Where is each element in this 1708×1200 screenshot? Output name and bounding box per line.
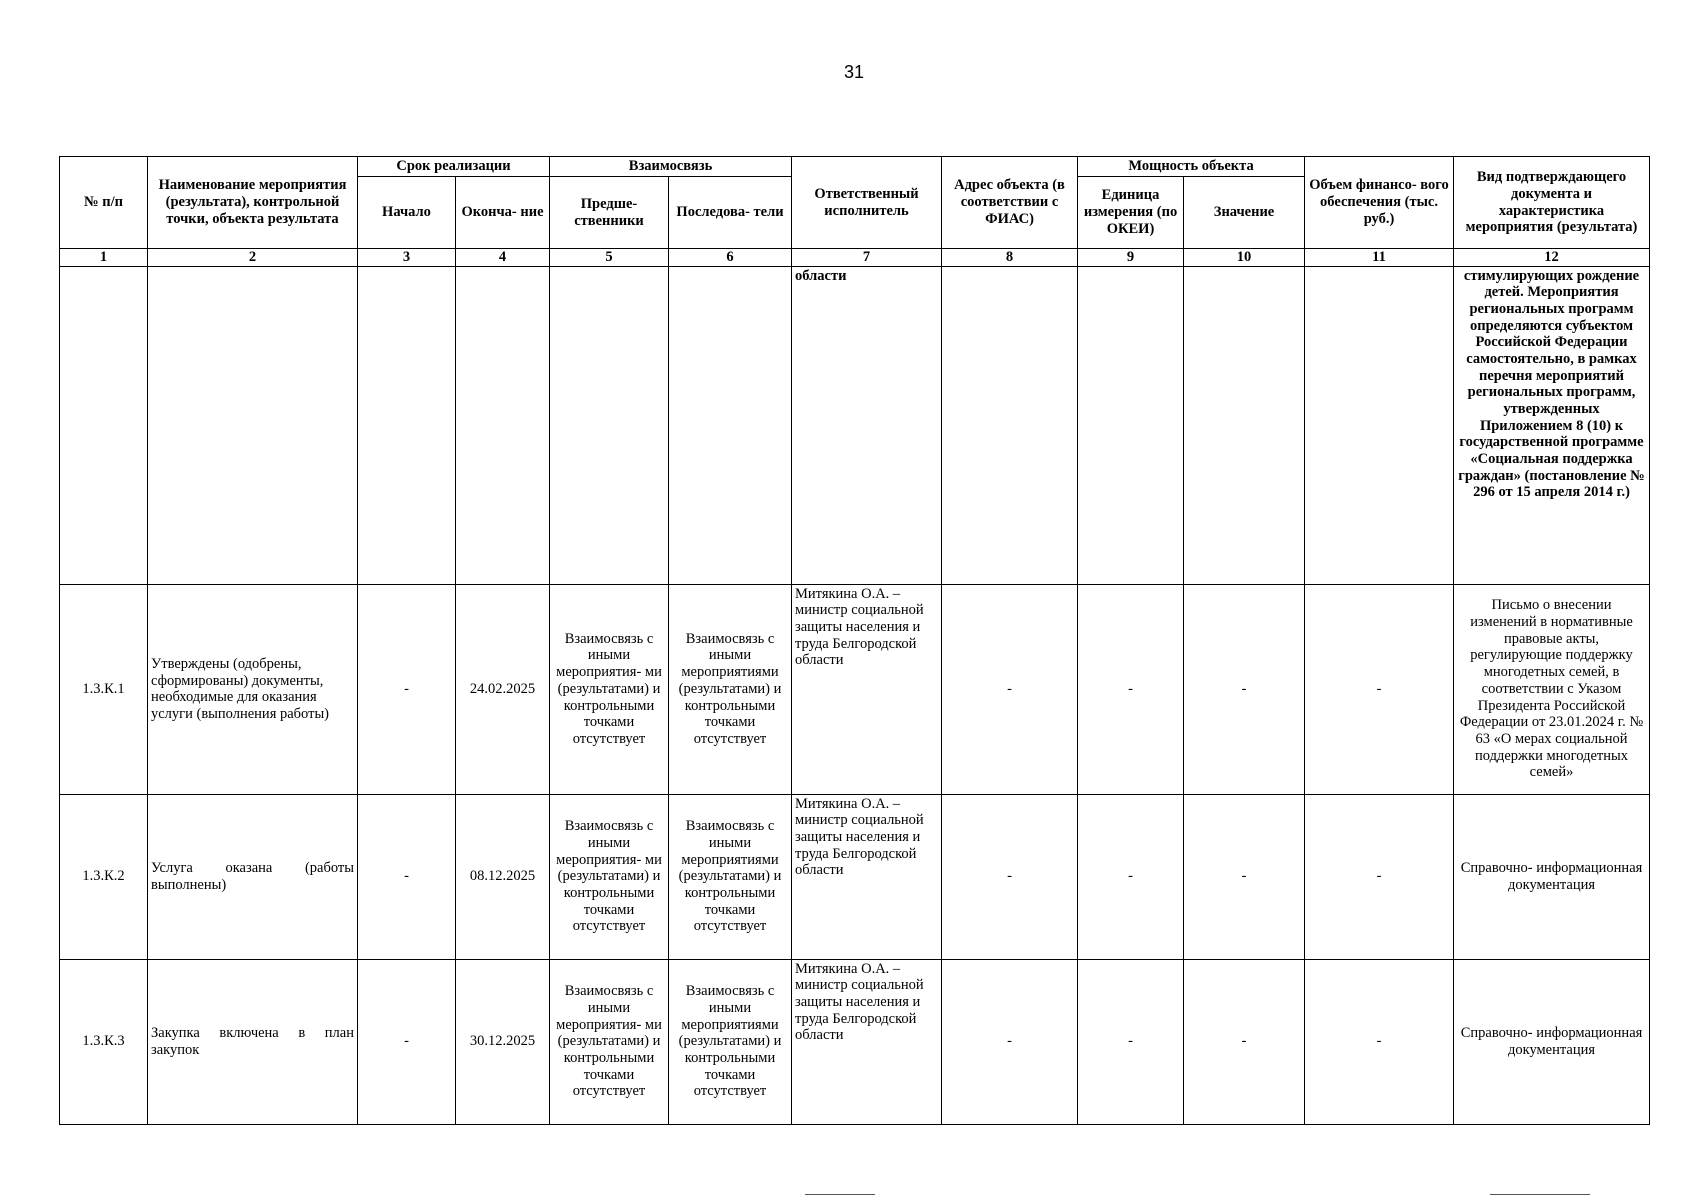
header-pred: Предше- ственники [550, 177, 669, 249]
row-end: 08.12.2025 [456, 794, 550, 959]
row-unit: - [1078, 959, 1184, 1124]
footer-rule [1490, 1194, 1590, 1195]
row-no: 1.3.К.1 [60, 584, 148, 794]
header-resp: Ответственный исполнитель [792, 157, 942, 249]
row-addr: - [942, 794, 1078, 959]
col-number: 5 [550, 249, 669, 267]
row-resp: Митякина О.А. – министр социальной защиты населения и труда Белгородской области [792, 959, 942, 1124]
col-number: 2 [148, 249, 358, 267]
cont-doc: стимулирующих рождение детей. Мероприятия региональных программ определяются субъектом Российской Федерации самостоятельно, в рамках перечня мероприятий региональных программ, утвержденных Приложением 8 (10) к государственной программе «Социальная поддержка граждан» (постановление № 296 от 15 апреля 2014 г.) [1454, 266, 1650, 584]
row-unit: - [1078, 794, 1184, 959]
header-value: Значение [1184, 177, 1305, 249]
header-link: Взаимосвязь [550, 157, 792, 177]
row-addr: - [942, 584, 1078, 794]
header-end: Оконча- ние [456, 177, 550, 249]
col-number: 12 [1454, 249, 1650, 267]
row-end: 24.02.2025 [456, 584, 550, 794]
col-number: 6 [669, 249, 792, 267]
col-number: 7 [792, 249, 942, 267]
page-number: 31 [843, 62, 865, 82]
continuation-row [60, 266, 1650, 584]
header-addr: Адрес объекта (в соответствии с ФИАС) [942, 157, 1078, 249]
row-pred: Взаимосвязь с иными мероприятия- ми (результатами) и контрольными точками отсутствует [550, 794, 669, 959]
row-doc: Справочно- информационная документация [1454, 959, 1650, 1124]
row-start: - [358, 794, 456, 959]
header-name: Наименование мероприятия (результата), контрольной точки, объекта результата [148, 157, 358, 249]
col-number: 11 [1305, 249, 1454, 267]
row-name: Закупка включена в план закупок [148, 959, 358, 1124]
row-value: - [1184, 584, 1305, 794]
header-finance: Объем финансо- вого обеспечения (тыс. руб.) [1305, 157, 1454, 249]
header-doc: Вид подтверждающего документа и характеристика мероприятия (результата) [1454, 157, 1650, 249]
row-resp: Митякина О.А. – министр социальной защиты населения и труда Белгородской области [792, 794, 942, 959]
col-number: 4 [456, 249, 550, 267]
row-no: 1.3.К.3 [60, 959, 148, 1124]
col-number: 9 [1078, 249, 1184, 267]
row-start: - [358, 584, 456, 794]
row-finance: - [1305, 959, 1454, 1124]
row-start: - [358, 959, 456, 1124]
col-number: 1 [60, 249, 148, 267]
column-numbers-row [60, 249, 1650, 267]
row-next: Взаимосвязь с иными мероприятиями (результатами) и контрольными точками отсутствует [669, 794, 792, 959]
header-next: Последова- тели [669, 177, 792, 249]
table-row [60, 959, 1650, 1124]
row-unit: - [1078, 584, 1184, 794]
row-resp: Митякина О.А. – министр социальной защиты населения и труда Белгородской области [792, 584, 942, 794]
footer-rule [805, 1194, 875, 1195]
row-next: Взаимосвязь с иными мероприятиями (результатами) и контрольными точками отсутствует [669, 584, 792, 794]
row-addr: - [942, 959, 1078, 1124]
header-term: Срок реализации [358, 157, 550, 177]
row-value: - [1184, 794, 1305, 959]
row-pred: Взаимосвязь с иными мероприятия- ми (результатами) и контрольными точками отсутствует [550, 584, 669, 794]
row-value: - [1184, 959, 1305, 1124]
table-row [60, 584, 1650, 794]
table-row [60, 794, 1650, 959]
row-finance: - [1305, 584, 1454, 794]
row-name: Утверждены (одобрены, сформированы) документы, необходимые для оказания услуги (выполнения работы) [148, 584, 358, 794]
header-start: Начало [358, 177, 456, 249]
col-number: 10 [1184, 249, 1305, 267]
cont-resp: области [792, 266, 942, 584]
row-finance: - [1305, 794, 1454, 959]
col-number: 8 [942, 249, 1078, 267]
header-power: Мощность объекта [1078, 157, 1305, 177]
table-header [60, 157, 1650, 267]
row-next: Взаимосвязь с иными мероприятиями (результатами) и контрольными точками отсутствует [669, 959, 792, 1124]
row-name: Услуга оказана (работы выполнены) [148, 794, 358, 959]
plan-table [59, 156, 1650, 1125]
row-no: 1.3.К.2 [60, 794, 148, 959]
row-doc: Справочно- информационная документация [1454, 794, 1650, 959]
row-end: 30.12.2025 [456, 959, 550, 1124]
header-unit: Единица измерения (по ОКЕИ) [1078, 177, 1184, 249]
col-number: 3 [358, 249, 456, 267]
header-no: № п/п [60, 157, 148, 249]
row-doc: Письмо о внесении изменений в нормативные правовые акты, регулирующие поддержку многодетных семей, в соответствии с Указом Президента Российской Федерации от 23.01.2024 г. № 63 «О мерах социальной поддержки многодетных семей» [1454, 584, 1650, 794]
row-pred: Взаимосвязь с иными мероприятия- ми (результатами) и контрольными точками отсутствует [550, 959, 669, 1124]
